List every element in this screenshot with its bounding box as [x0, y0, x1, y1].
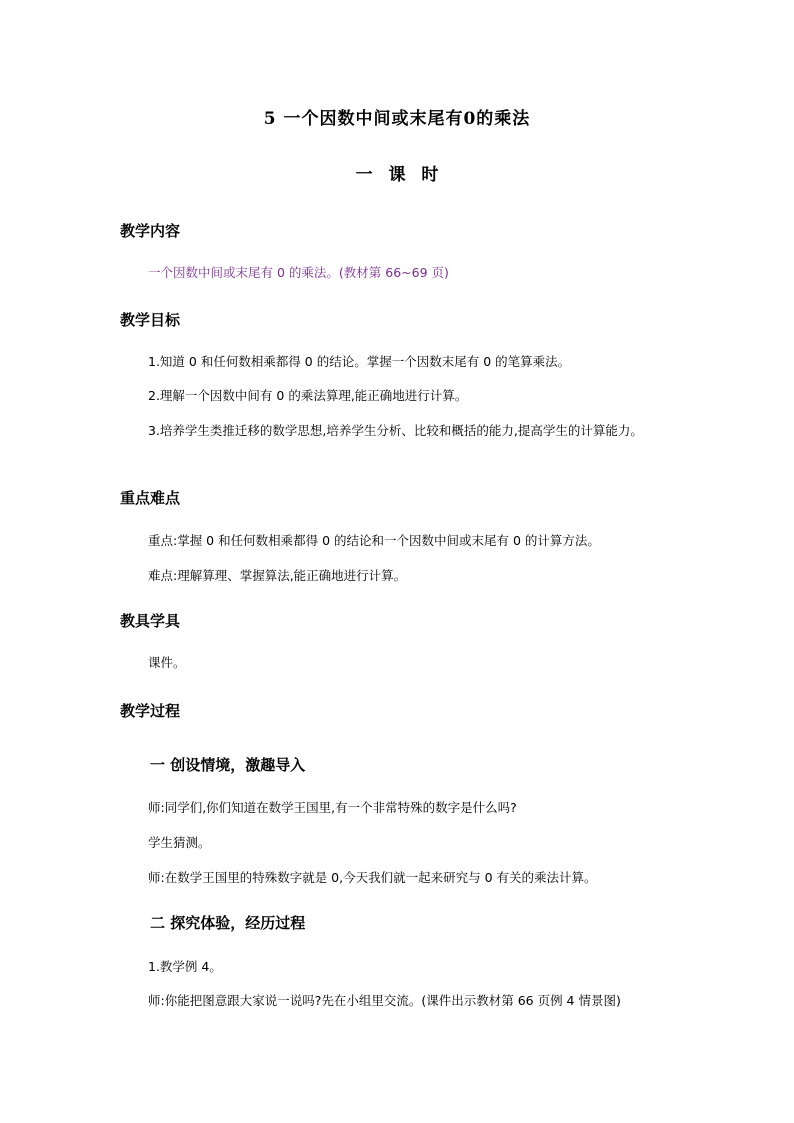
step1-heading: 一 创设情境，激趣导入	[150, 756, 306, 774]
tools-text: 课件。	[148, 655, 186, 670]
difficulty-text: 难点:理解算理、掌握算法,能正确地进行计算。	[148, 568, 407, 583]
step1-paragraph-2: 学生猜测。	[148, 835, 211, 850]
content-text: 一个因数中间或末尾有 0 的乘法。(教材第 66~69 页)	[148, 265, 449, 280]
goal-item-3: 3.培养学生类推迁移的数学思想,培养学生分析、比较和概括的能力,提高学生的计算能力。	[148, 423, 643, 438]
goal-item-1: 1.知道 0 和任何数相乘都得 0 的结论。掌握一个因数末尾有 0 的笔算乘法。	[148, 354, 571, 369]
step1-paragraph-3: 师:在数学王国里的特殊数字就是 0,今天我们就一起来研究与 0 有关的乘法计算。	[148, 870, 597, 885]
section-heading-key-points: 重点难点	[120, 489, 181, 507]
lesson-title: 一 课 时	[355, 165, 439, 185]
section-heading-content: 教学内容	[120, 222, 181, 240]
section-heading-process: 教学过程	[120, 702, 181, 720]
document-title: 5 一个因数中间或末尾有0的乘法	[263, 109, 531, 129]
section-heading-goals: 教学目标	[120, 311, 181, 329]
key-point-text: 重点:掌握 0 和任何数相乘都得 0 的结论和一个因数中间或末尾有 0 的计算方法。	[148, 533, 600, 548]
step2-paragraph-2: 师:你能把图意跟大家说一说吗?先在小组里交流。(课件出示教材第 66 页例 4 情景图)	[148, 993, 621, 1008]
goal-item-2: 2.理解一个因数中间有 0 的乘法算理,能正确地进行计算。	[148, 388, 468, 403]
step1-paragraph-1: 师:同学们,你们知道在数学王国里,有一个非常特殊的数字是什么吗?	[148, 800, 517, 815]
step2-paragraph-1: 1.教学例 4。	[148, 959, 222, 974]
step2-heading: 二 探究体验，经历过程	[150, 914, 306, 932]
section-heading-tools: 教具学具	[120, 612, 181, 630]
